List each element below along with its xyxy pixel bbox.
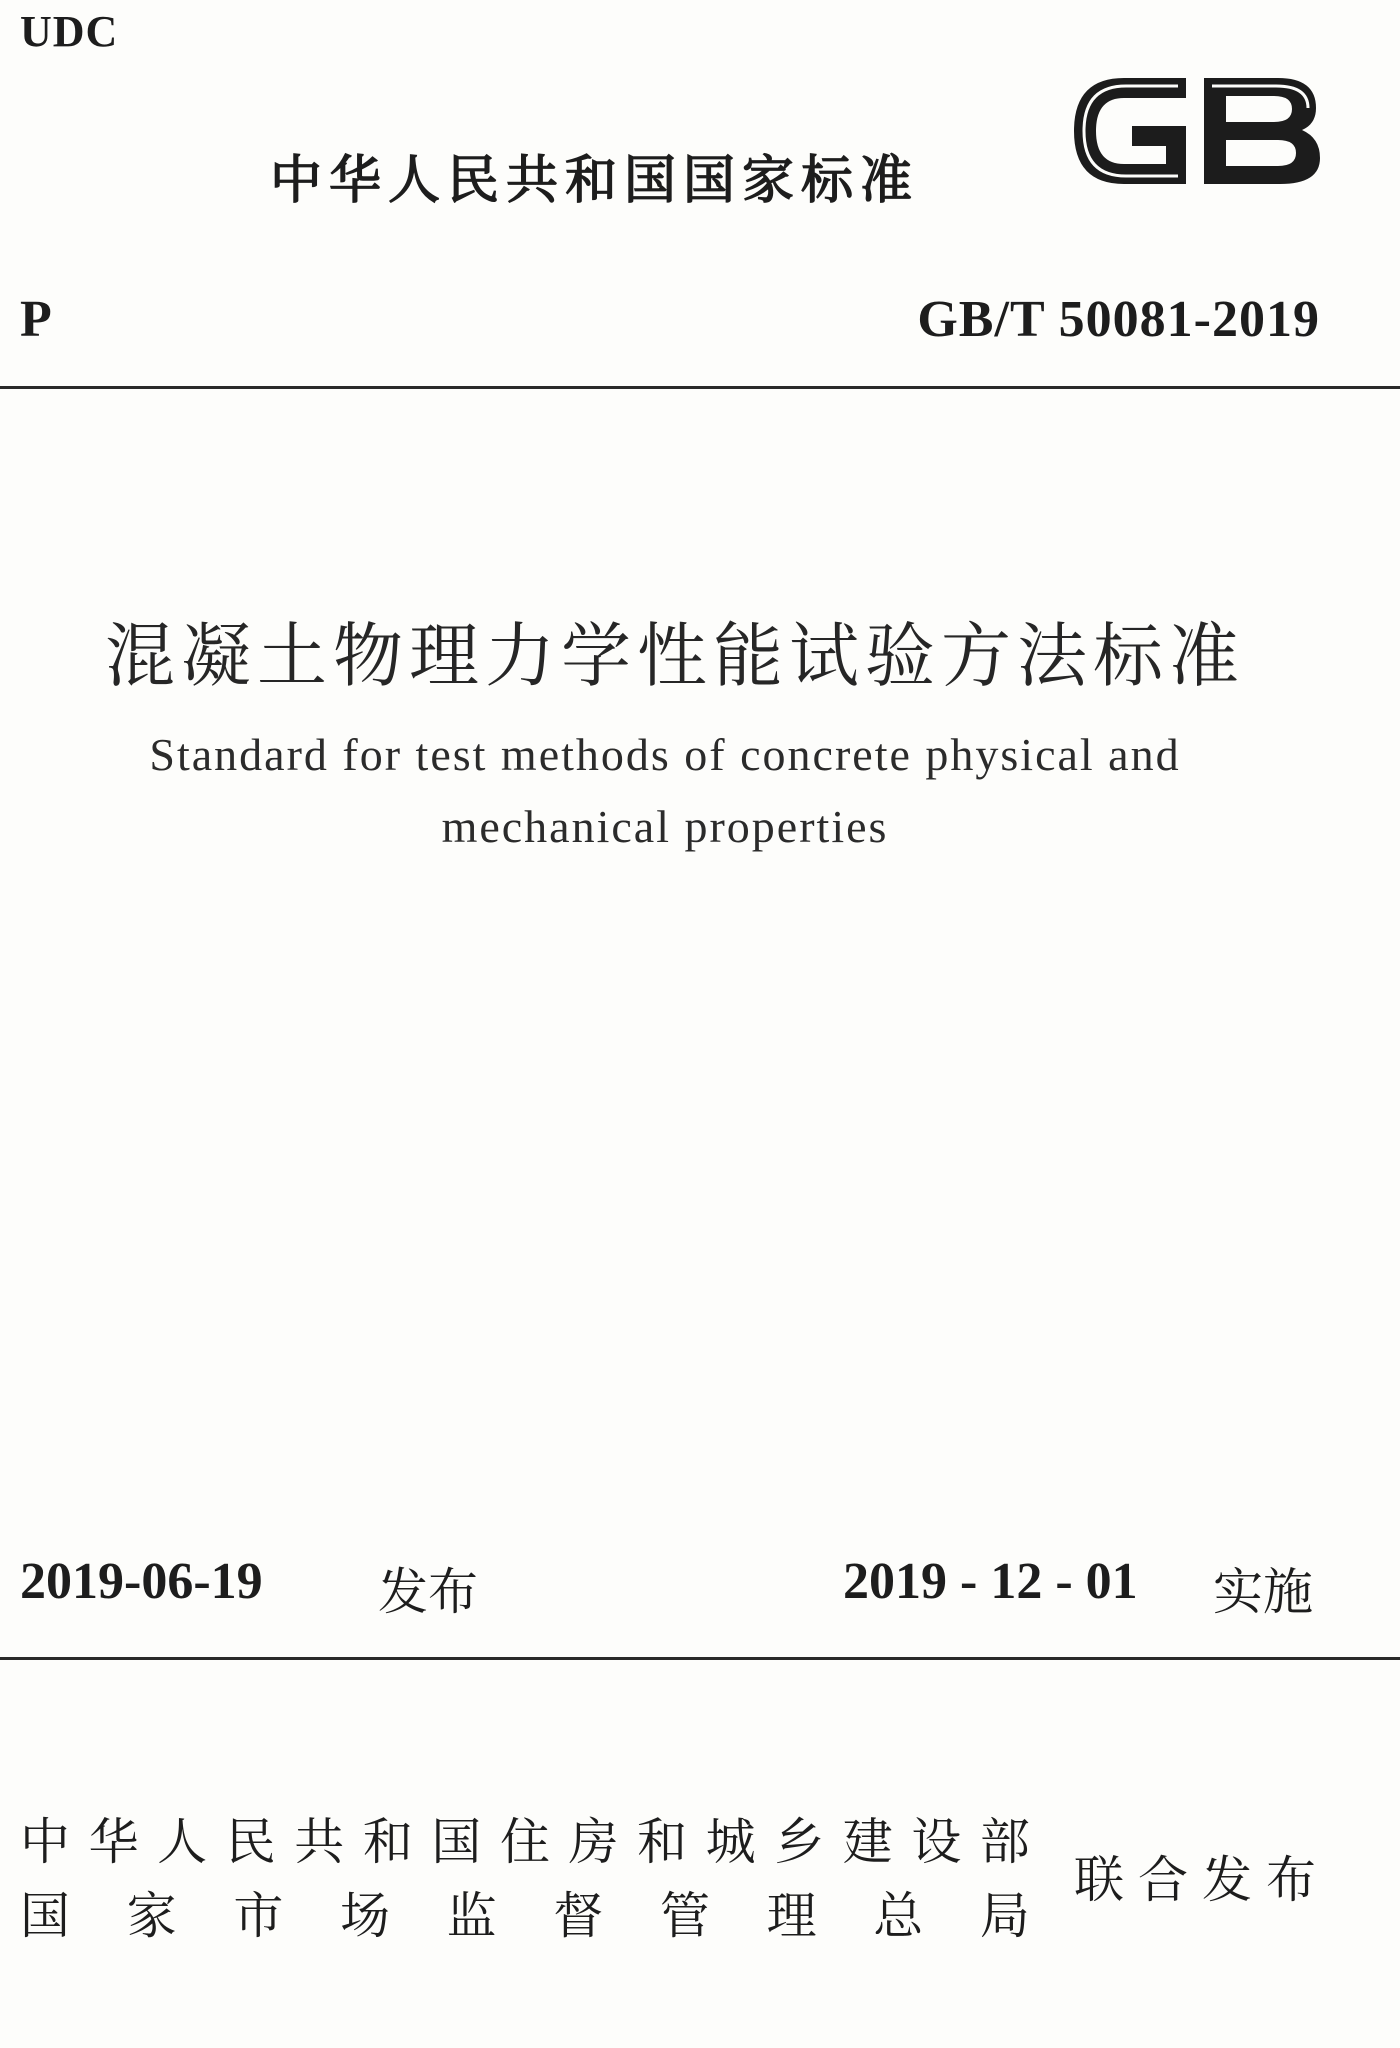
issuer-char: 和: [637, 1813, 688, 1871]
issuer-char: 市: [233, 1887, 284, 1945]
issuer-char: 国: [20, 1887, 70, 1945]
issue-date-label: 发布: [378, 1563, 478, 1621]
effective-date-label: 实施: [1213, 1563, 1313, 1621]
issuer-char: 房: [568, 1813, 619, 1871]
joint-issue-label: 联合发布: [1074, 1851, 1330, 1909]
gb-logo: [1066, 64, 1326, 198]
issuer-char: 共: [294, 1813, 345, 1871]
issue-date: 2019-06-19: [20, 1553, 263, 1610]
issuer-char: 管: [659, 1887, 710, 1945]
udc-label: UDC: [20, 7, 119, 56]
issuer-char: 设: [911, 1813, 962, 1871]
header-divider: [0, 386, 1400, 389]
title-english-line1: Standard for test methods of concrete physical and: [149, 729, 1181, 780]
issuer-char: 局: [979, 1887, 1030, 1945]
issuer-char: 督: [553, 1887, 604, 1945]
issuer-char: 场: [339, 1887, 390, 1945]
issuer-char: 国: [431, 1813, 482, 1871]
standard-number: GB/T 50081-2019: [917, 291, 1320, 348]
issuer-char: 建: [842, 1813, 893, 1871]
issuer-char: 乡: [774, 1813, 825, 1871]
title-english-line2: mechanical properties: [441, 801, 889, 852]
issuer-char: 部: [979, 1813, 1030, 1871]
issuer-char: 住: [499, 1813, 550, 1871]
issuer-char: 城: [705, 1813, 756, 1871]
issuer-ministry: [20, 1802, 1030, 1874]
effective-date: 2019 - 12 - 01: [843, 1553, 1138, 1610]
issuer-char: 家: [126, 1887, 177, 1945]
issuer-char: 华: [88, 1813, 139, 1871]
issuer-char: 监: [446, 1887, 497, 1945]
classification-code: P: [20, 291, 52, 348]
issuer-char: 人: [157, 1813, 208, 1871]
title-chinese: 混凝土物理力学性能试验方法标准: [105, 615, 1245, 697]
issuer-char: 民: [225, 1813, 276, 1871]
footer-divider: [0, 1657, 1400, 1660]
issuer-administration: [20, 1876, 1030, 1948]
issuer-char: 理: [766, 1887, 817, 1945]
issuer-char: 总: [873, 1887, 924, 1945]
standard-type-heading: 中华人民共和国国家标准: [270, 151, 920, 211]
issuer-char: 中: [20, 1813, 70, 1871]
issuer-char: 和: [362, 1813, 413, 1871]
